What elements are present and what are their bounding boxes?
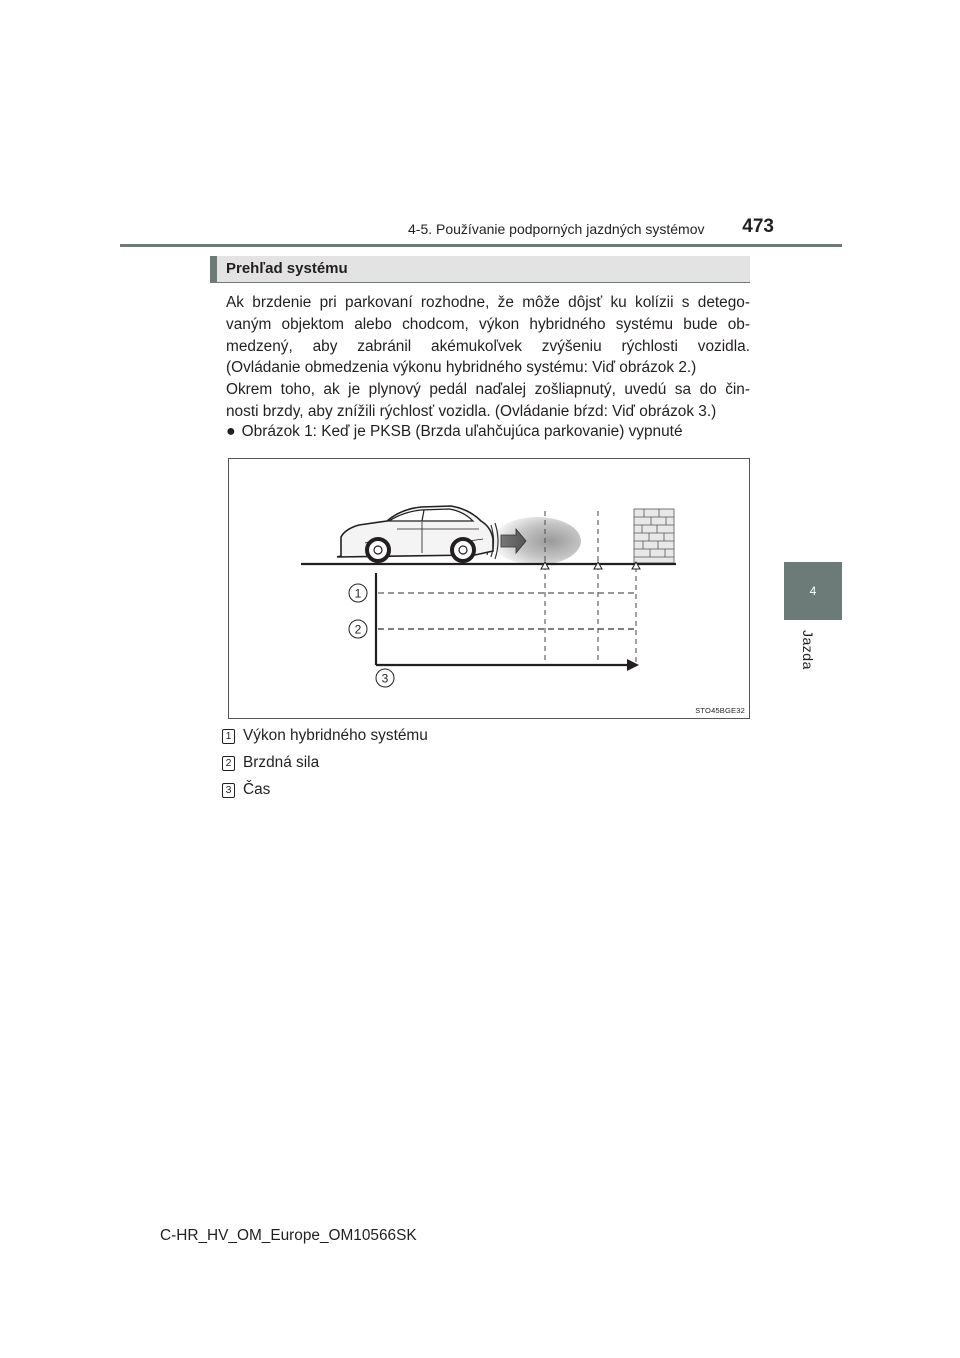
section-heading-title: Prehľad systému xyxy=(226,260,348,277)
callout-3-label: 3 xyxy=(381,671,389,686)
callout-1 xyxy=(349,584,367,602)
header-divider xyxy=(120,244,842,247)
footer-document-id: C-HR_HV_OM_Europe_OM10566SK xyxy=(160,1227,417,1244)
chapter-tab xyxy=(784,562,842,620)
legend-item-1 xyxy=(222,727,428,745)
graph-x-axis-arrow-icon xyxy=(627,659,639,671)
body-line: nosti brzdy, aby znížili rýchlosť vozidla. (Ovládanie bŕzd: Viď obrázok 3.) xyxy=(226,402,717,420)
chapter-label: Jazda xyxy=(800,630,816,670)
callout-2 xyxy=(349,620,367,638)
brick-wall-icon xyxy=(634,509,674,563)
legend-num-3: 3 xyxy=(222,783,235,798)
legend-item-3 xyxy=(222,781,270,799)
legend-label-3: Čas xyxy=(243,781,271,798)
header-section-title: 4-5. Používanie podporných jazdných systémov xyxy=(408,221,705,237)
callout-3 xyxy=(376,669,394,687)
body-line: medzený, aby zabránil akémukoľvek zvýšeniu rýchlosti vozidla. xyxy=(226,337,750,355)
body-line: vaným objektom alebo chodcom, výkon hybridného systému bude ob- xyxy=(226,315,750,333)
callout-2-label: 2 xyxy=(354,622,362,637)
figure-diagram xyxy=(229,459,751,720)
car-icon xyxy=(337,506,493,561)
legend-label-1: Výkon hybridného systému xyxy=(243,727,428,744)
figure-code: STO45BGE32 xyxy=(695,706,745,715)
section-heading-bar xyxy=(210,256,217,282)
callout-1-label: 1 xyxy=(354,586,362,601)
legend-label-2: Brzdná sila xyxy=(243,754,320,771)
body-line: (Ovládanie obmedzenia výkonu hybridného systému: Viď obrázok 2.) xyxy=(226,359,697,377)
body-line: Okrem toho, ak je plynový pedál naďalej zošliapnutý, uvedú sa do čin- xyxy=(226,381,750,399)
figure-illustration xyxy=(228,458,750,719)
legend-num-1: 1 xyxy=(222,729,235,744)
legend-item-2 xyxy=(222,754,319,772)
bullet-item xyxy=(226,423,766,441)
bullet-icon: ● xyxy=(226,423,236,440)
body-line: Ak brzdenie pri parkovaní rozhodne, že môže dôjsť ku kolízii s detego- xyxy=(226,294,750,311)
page-number: 473 xyxy=(742,216,774,237)
legend-num-2: 2 xyxy=(222,756,235,771)
section-heading xyxy=(210,256,750,283)
bullet-text: Obrázok 1: Keď je PKSB (Brzda uľahčujúca parkovanie) vypnuté xyxy=(241,423,683,440)
body-paragraph xyxy=(226,292,750,423)
chapter-number: 4 xyxy=(809,584,817,598)
